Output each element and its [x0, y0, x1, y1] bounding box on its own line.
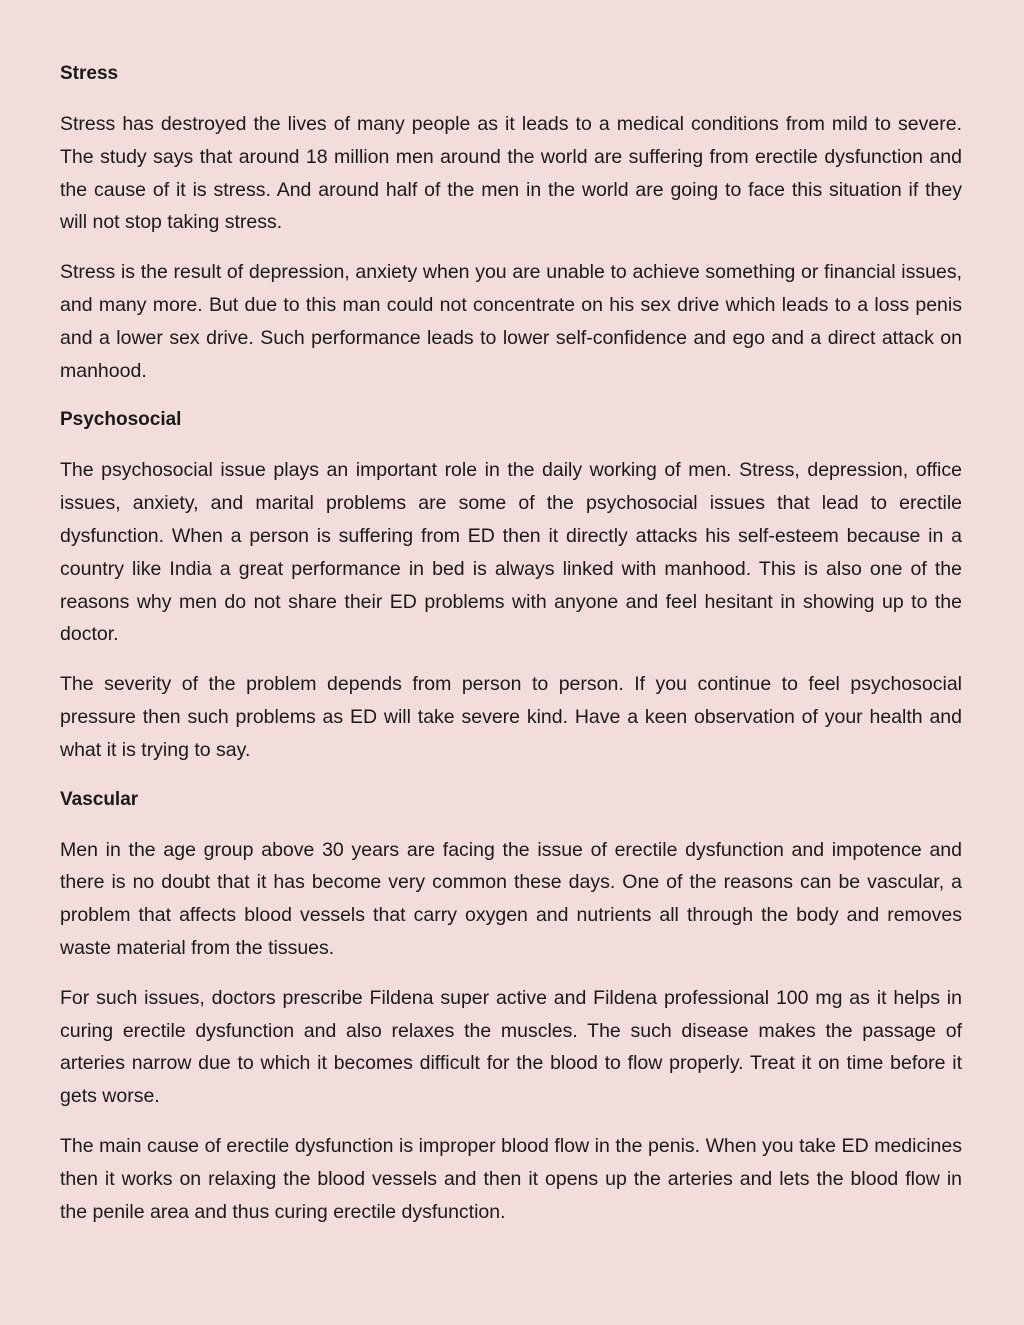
paragraph: Stress has destroyed the lives of many people as it leads to a medical conditions from mild to severe. The study says that around 18 million men around the world are suffering from erectile dysfunction and the cause of it is stress. And around half of the men in the world are going to face this situation if they will not stop taking stress.: [60, 113, 962, 234]
section-stress: [60, 58, 962, 387]
paragraph: Men in the age group above 30 years are facing the issue of erectile dysfunction and impotence and there is no doubt that it has become very common these days. One of the reasons can be vascular, a problem that affects blood vessels that carry oxygen and nutrients all through the body and removes waste material from the tissues.: [60, 838, 962, 959]
paragraph: Stress is the result of depression, anxiety when you are unable to achieve something or financial issues, and many more. But due to this man could not concentrate on his sex drive which leads to a loss penis and a lower sex drive. Such performance leads to lower self-confidence and ego and a direct attack on manhood.: [60, 261, 962, 382]
paragraph: The main cause of erectile dysfunction is improper blood flow in the penis. When you take ED medicines then it works on relaxing the blood vessels and then it opens up the arteries and lets the blood flow in the penile area and thus curing erectile dysfunction.: [60, 1134, 962, 1223]
section-heading: Stress: [60, 63, 119, 84]
section-psychosocial: [60, 404, 962, 766]
section-heading: Vascular: [60, 788, 139, 810]
section-vascular: [60, 784, 962, 1229]
paragraph: For such issues, doctors prescribe Fildena super active and Fildena professional 100 mg as it helps in curing erectile dysfunction and also relaxes the muscles. The such disease makes the passage of arteries narrow due to which it becomes difficult for the blood to flow properly. Treat it on time before it gets worse.: [60, 986, 962, 1108]
section-heading: Psychosocial: [60, 409, 182, 431]
paragraph: The severity of the problem depends from person to person. If you continue to feel psychosocial pressure then such problems as ED will take severe kind. Have a keen observation of your health and what it is trying to say.: [60, 673, 962, 761]
paragraph: The psychosocial issue plays an important role in the daily working of men. Stress, depression, office issues, anxiety, and marital problems are some of the psychosocial issues that lead to erectile dysfunction. When a person is suffering from ED then it directly attacks his self-esteem because in a country like India a great performance in bed is always linked with manhood. This is also one of the reasons why men do not share their ED problems with anyone and feel hesitant in showing up to the doctor.: [60, 459, 962, 646]
